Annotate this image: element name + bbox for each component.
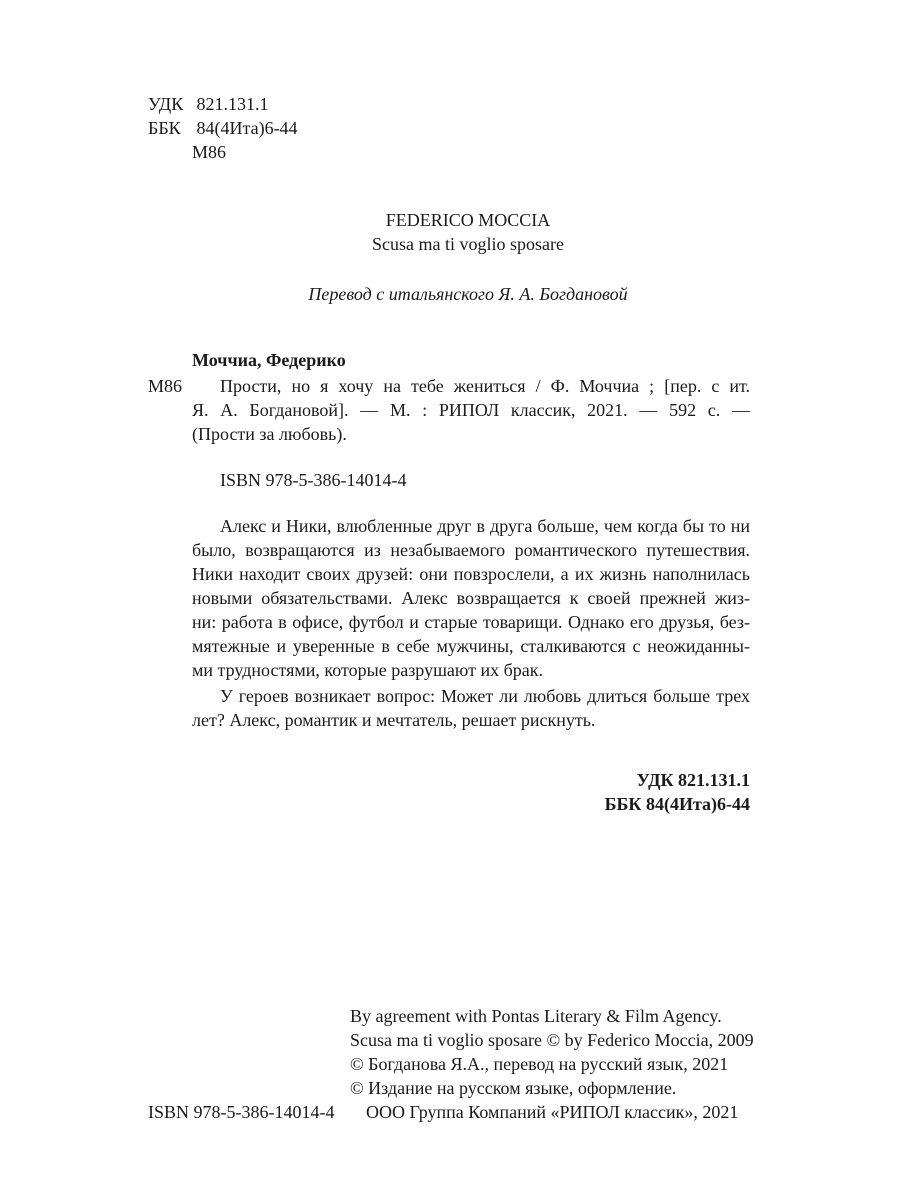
annotation-p1-line: ми трудностями, которые разрушают их брак. (192, 660, 544, 680)
copyright-line-2: Scusa ma ti voglio sposare © by Federico Moccia, 2009 (350, 1030, 754, 1050)
copyright-line-3: © Богданова Я.А., перевод на русский язык, 2021 (350, 1054, 729, 1074)
bbk-right: ББК 84(4Ита)6-44 (604, 794, 750, 814)
annotation-paragraph-2 (192, 684, 750, 732)
bbk-code-line (148, 116, 298, 140)
author-mark-top: М86 (192, 142, 227, 162)
annotation-p2-line: У героев возникает вопрос: Может ли любовь длиться больше трех (220, 686, 750, 706)
classification-block (450, 768, 750, 816)
annotation-p1-line: Алекс и Ники, влюбленные друг в друга больше, чем когда бы то ни (220, 516, 750, 536)
udk-code-line (148, 92, 269, 116)
annotation-p1-line: мятежные и уверенные в себе мужчины, сталкиваются с неожиданны- (192, 636, 750, 656)
original-author: FEDERICO MOCCIA (385, 210, 551, 230)
bbk-value: 84(4Ита)6-44 (196, 118, 298, 138)
udk-value: 821.131.1 (196, 94, 269, 114)
catalog-continuation (192, 398, 750, 446)
catalog-line-1: Прости, но я хочу на тебе жениться / Ф. Моччиа ; [пер. с ит. (220, 376, 750, 396)
original-title: Scusa ma ti voglio sposare (372, 234, 564, 254)
copyright-line-4: © Издание на русском языке, оформление. (350, 1078, 677, 1098)
catalog-isbn: ISBN 978-5-386-14014-4 (220, 470, 407, 490)
catalog-description (220, 374, 750, 398)
annotation-p1-line: было, возвращаются из незабываемого романтического путешествия. (192, 540, 750, 560)
annotation-p1-line: ни: работа в офисе, футбол и старые товарищи. Однако его друзья, без- (192, 612, 750, 632)
annotation-p1-line: новыми обязательствами. Алекс возвращается к своей прежней жиз- (192, 588, 750, 608)
catalog-mark: М86 (148, 376, 183, 396)
bbk-label: ББК (148, 118, 181, 138)
catalog-line-2: Я. А. Богдановой]. — М. : РИПОЛ классик, 2021. — 592 с. — (192, 400, 750, 420)
annotation-paragraph-1 (192, 514, 750, 682)
udk-right: УДК 821.131.1 (636, 770, 750, 790)
catalog-heading: Моччиа, Федерико (192, 350, 346, 370)
translation-note: Перевод с итальянского Я. А. Богдановой (308, 284, 628, 304)
bottom-isbn: ISBN 978-5-386-14014-4 (148, 1102, 335, 1122)
udk-label: УДК (148, 94, 184, 114)
catalog-line-3: (Прости за любовь). (192, 424, 347, 444)
copyright-line-1: By agreement with Pontas Literary & Film Agency. (350, 1006, 722, 1026)
annotation-p1-line: Ники находит своих друзей: они повзрослели, а их жизнь наполнилась (192, 564, 750, 584)
copyright-line-5: ООО Группа Компаний «РИПОЛ классик», 2021 (366, 1102, 739, 1122)
copyright-block (350, 1004, 770, 1124)
annotation-p2-line: лет? Алекс, романтик и мечтатель, решает рискнуть. (192, 710, 596, 730)
